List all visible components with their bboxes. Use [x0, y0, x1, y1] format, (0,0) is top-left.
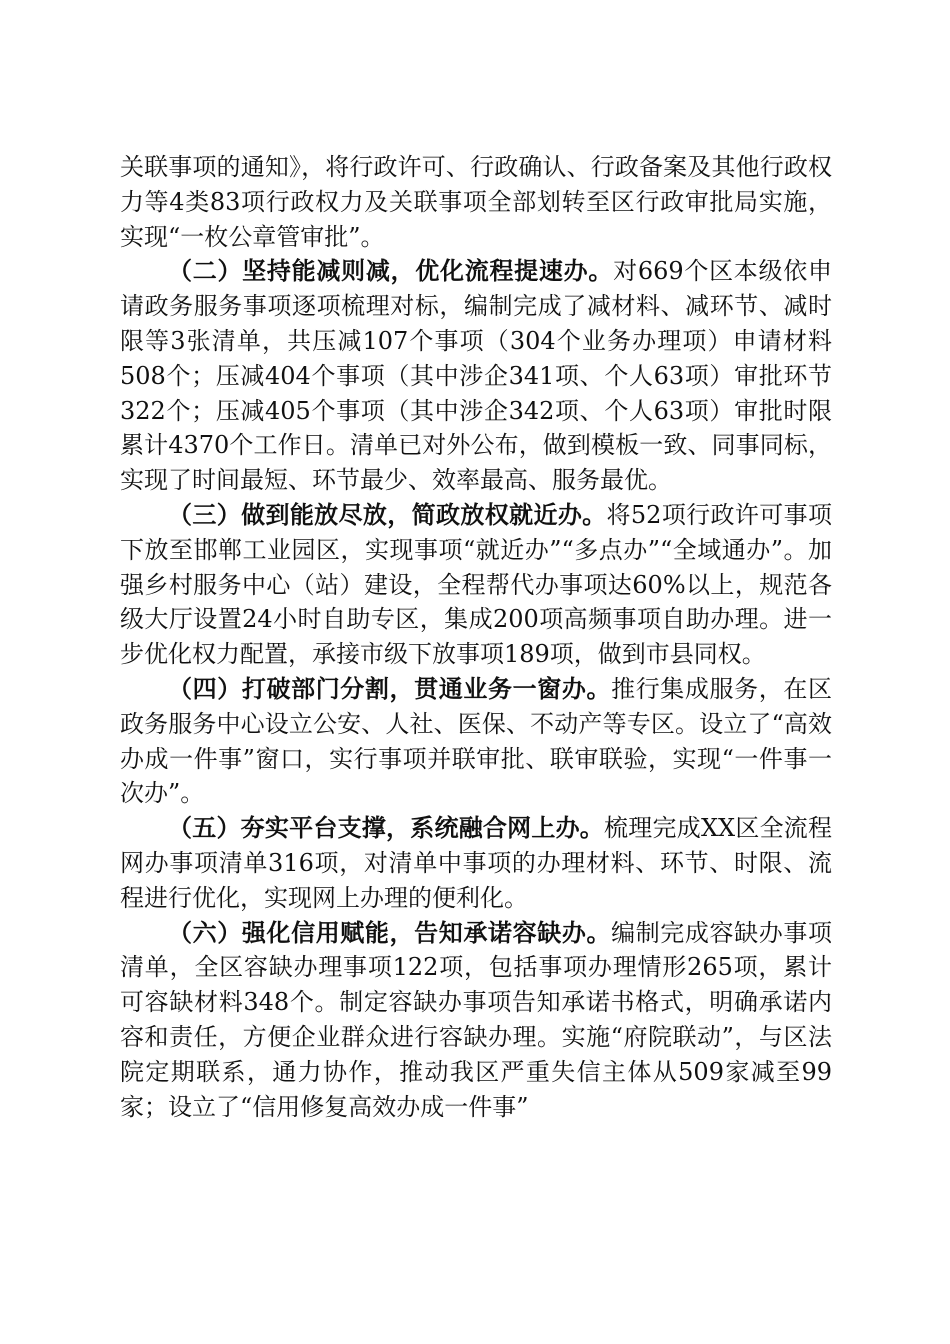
paragraph-section-3 — [120, 498, 832, 672]
paragraph-text: 推行集成服务，在区政务服务中心设立公安、人社、医保、不动产等专区。设立了“高效办成一件事”窗口，实行事项并联审批、联审联验，实现“一件事一次办”。 — [120, 674, 833, 808]
section-heading: （五）夯实平台支撑，系统融合网上办。 — [168, 813, 605, 843]
document-page — [120, 150, 832, 1124]
paragraph-section-6 — [120, 916, 832, 1125]
section-heading: （二）坚持能减则减，优化流程提速办。 — [168, 256, 614, 286]
paragraph-text: 对669个区本级依申请政务服务事项逐项梳理对标，编制完成了减材料、减环节、减时限等3张清单，共压减107个事项（304个业务办理项）申请材料508个；压减404个事项（其中涉企341项、个人63项）审批环节322个；压减405个事项（其中涉企342项、个人63项）审批时限累计4370个工作日。清单已对外公布，做到模板一致、同事同标，实现了时间最短、环节最少、效率最高、服务最优。 — [120, 257, 832, 495]
paragraph-continuation — [120, 150, 832, 254]
section-heading: （三）做到能放尽放，简政放权就近办。 — [168, 499, 607, 529]
paragraph-section-4 — [120, 672, 832, 811]
paragraph-text: 关联事项的通知》，将行政许可、行政确认、行政备案及其他行政权力等4类83项行政权力及关联事项全部划转至区行政审批局实施，实现“一枚公章管审批”。 — [120, 153, 832, 251]
paragraph-text: 梳理完成XX区全流程网办事项清单316项，对清单中事项的办理材料、环节、时限、流程进行优化，实现网上办理的便利化。 — [120, 814, 833, 912]
paragraph-text: 编制完成容缺办事项清单，全区容缺办理事项122项，包括事项办理情形265项，累计可容缺材料348个。制定容缺办事项告知承诺书格式，明确承诺内容和责任，方便企业群众进行容缺办理。实施“府院联动”，与区法院定期联系，通力协作，推动我区严重失信主体从509家减至99家；设立了“信用修复高效办成一件事” — [120, 918, 833, 1121]
section-heading: （四）打破部门分割，贯通业务一窗办。 — [168, 673, 612, 703]
paragraph-section-5 — [120, 811, 832, 915]
section-heading: （六）强化信用赋能，告知承诺容缺办。 — [168, 917, 612, 947]
paragraph-text: 将52项行政许可事项下放至邯郸工业园区，实现事项“就近办”“多点办”“全域通办”。加强乡村服务中心（站）建设，全程帮代办事项达60%以上，规范各级大厅设置24小时自助专区，集成200项高频事项自助办理。进一步优化权力配置，承接市级下放事项189项，做到市县同权。 — [120, 500, 832, 669]
paragraph-section-2 — [120, 254, 832, 498]
